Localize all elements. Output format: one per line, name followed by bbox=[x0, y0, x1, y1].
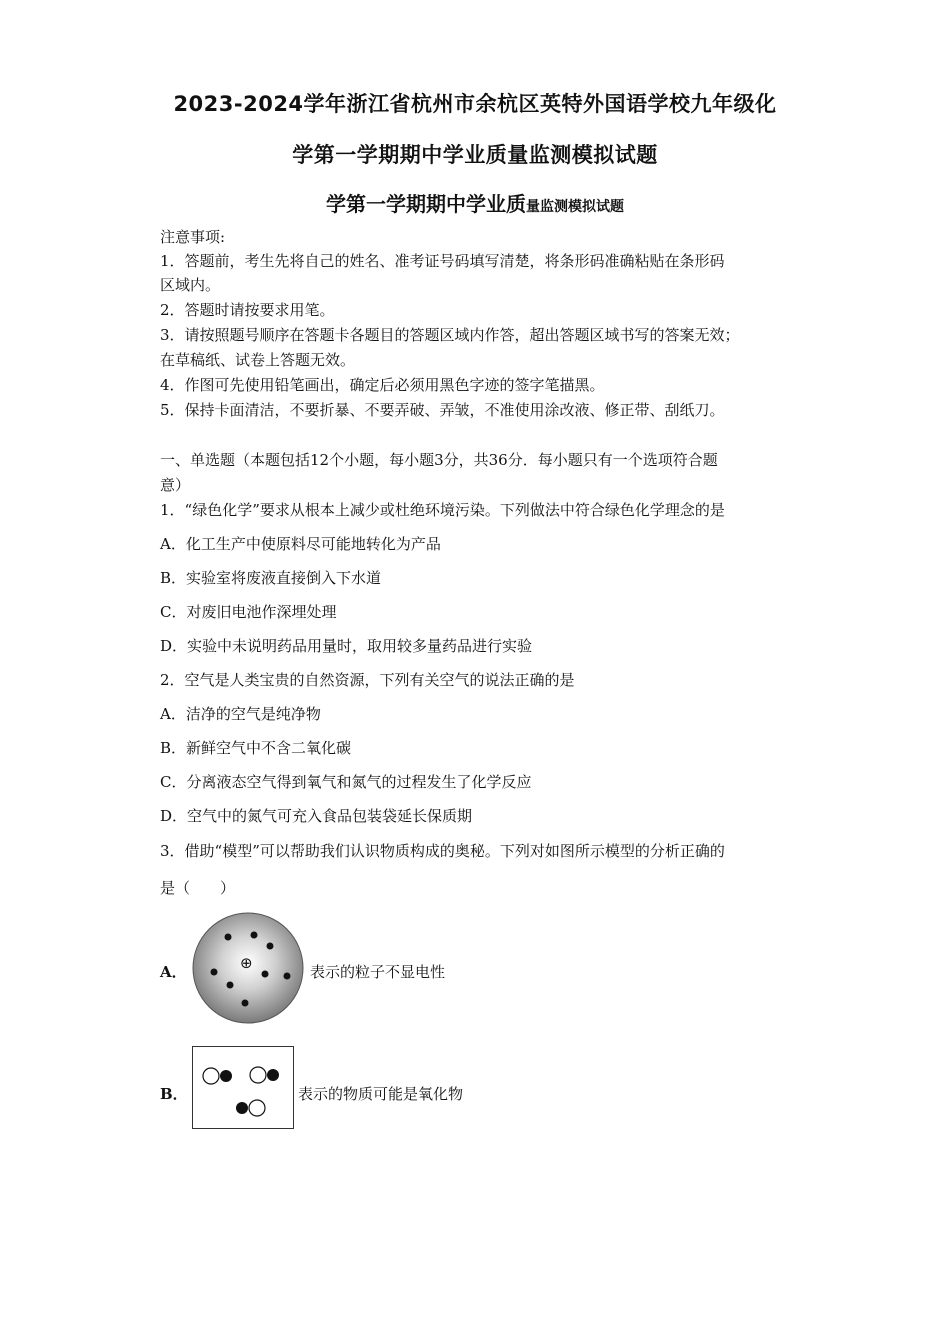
black-atom bbox=[267, 1069, 279, 1081]
question-3-stem: 3．借助“模型”可以帮助我们认识物质构成的奥秘。下列对如图所示模型的分析正确的 bbox=[160, 842, 725, 860]
electron bbox=[251, 932, 258, 939]
question-1-option-a: A．化工生产中使原料尽可能地转化为产品 bbox=[160, 535, 441, 553]
question-3-stem-cont: 是（ ） bbox=[160, 879, 236, 897]
subtitle-large-part: 学第一学期期中学业质 bbox=[326, 192, 526, 216]
question-3-option-b-text: 表示的物质可能是氧化物 bbox=[298, 1085, 464, 1103]
notice-item: 1．答题前，考生先将自己的姓名、准考证号码填写清楚，将条形码准确粘贴在条形码 bbox=[160, 252, 725, 270]
exam-subtitle bbox=[0, 188, 950, 217]
electron bbox=[211, 969, 218, 976]
question-2-option-a: A．洁净的空气是纯净物 bbox=[160, 705, 321, 723]
molecule-model-diagram bbox=[192, 1046, 294, 1130]
question-3-option-a-label: A． bbox=[160, 963, 187, 981]
electron bbox=[284, 973, 291, 980]
electron bbox=[227, 982, 234, 989]
question-1-stem: 1．“绿色化学”要求从根本上减少或杜绝环境污染。下列做法中符合绿色化学理念的是 bbox=[160, 501, 725, 519]
question-2-stem: 2．空气是人类宝贵的自然资源，下列有关空气的说法正确的是 bbox=[160, 671, 575, 689]
notice-item: 5．保持卡面清洁，不要折暴、不要弄破、弄皱，不准使用涂改液、修正带、刮纸刀。 bbox=[160, 401, 725, 419]
notice-item: 3．请按照题号顺序在答题卡各题目的答题区域内作答，超出答题区域书写的答案无效； bbox=[160, 326, 740, 344]
exam-title-line1: 2023-2024学年浙江省杭州市余杭区英特外国语学校九年级化 bbox=[173, 92, 777, 116]
notice-item: 2．答题时请按要求用笔。 bbox=[160, 301, 335, 319]
white-atom bbox=[250, 1067, 266, 1083]
black-atom bbox=[236, 1102, 248, 1114]
question-1-option-c: C．对废旧电池作深埋处理 bbox=[160, 603, 337, 621]
question-1-option-d: D．实验中未说明药品用量时，取用较多量药品进行实验 bbox=[160, 637, 533, 655]
notice-item: 4．作图可先使用铅笔画出，确定后必须用黑色字迹的签字笔描黑。 bbox=[160, 376, 605, 394]
question-2-option-d: D．空气中的氮气可充入食品包装袋延长保质期 bbox=[160, 807, 473, 825]
notice-item: 区域内。 bbox=[160, 276, 221, 294]
section-heading: 一、单选题（本题包括12个小题，每小题3分，共36分．每小题只有一个选项符合题 bbox=[160, 451, 718, 469]
notice-item: 在草稿纸、试卷上答题无效。 bbox=[160, 351, 356, 369]
white-atom bbox=[249, 1100, 265, 1116]
question-1-option-b: B．实验室将废液直接倒入下水道 bbox=[160, 569, 382, 587]
notice-heading: 注意事项: bbox=[160, 228, 226, 246]
question-3-option-a-text: 表示的粒子不显电性 bbox=[310, 963, 446, 981]
electron bbox=[267, 943, 274, 950]
exam-title-line2: 学第一学期期中学业质量监测模拟试题 bbox=[292, 143, 658, 167]
electron bbox=[225, 934, 232, 941]
electron bbox=[262, 971, 269, 978]
black-atom bbox=[220, 1070, 232, 1082]
question-3-option-b-label: B． bbox=[160, 1085, 188, 1103]
electron bbox=[242, 1000, 249, 1007]
section-heading-cont: 意） bbox=[160, 476, 191, 494]
white-atom bbox=[203, 1068, 219, 1084]
nucleus-plus-icon: ⊕ bbox=[240, 954, 253, 972]
question-2-option-b: B．新鲜空气中不含二氧化碳 bbox=[160, 739, 352, 757]
question-2-option-c: C．分离液态空气得到氧气和氮气的过程发生了化学反应 bbox=[160, 773, 532, 791]
molecule-box bbox=[193, 1047, 294, 1129]
subtitle-small-part: 量监测模拟试题 bbox=[526, 199, 624, 215]
